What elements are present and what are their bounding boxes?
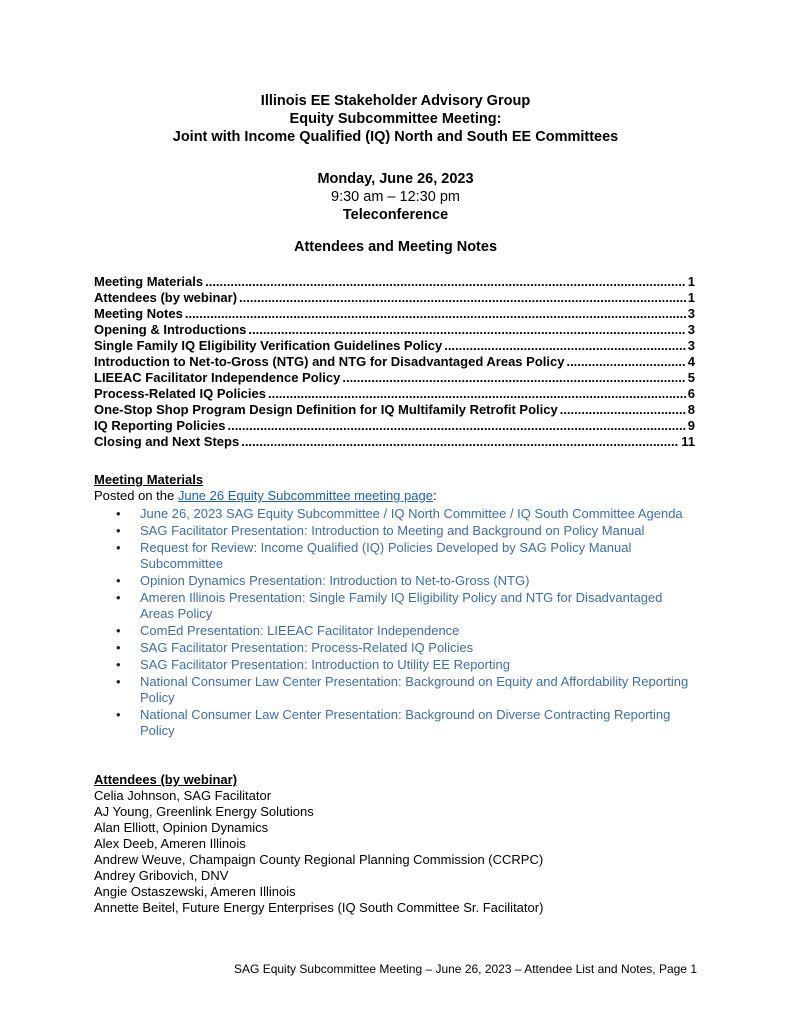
toc-dot-leader (444, 338, 686, 354)
bullet-icon: • (116, 523, 121, 538)
toc-entry-label: Closing and Next Steps (94, 434, 240, 449)
toc-entry-page: 4 (687, 354, 695, 369)
toc-dot-leader (205, 274, 686, 290)
document-header (0, 92, 791, 146)
toc-entry-page: 1 (687, 290, 695, 305)
posted-prefix: Posted on the (94, 488, 178, 503)
table-of-contents (94, 274, 695, 450)
toc-entry-label: Process-Related IQ Policies (94, 386, 266, 401)
attendee-row: Celia Johnson, SAG Facilitator (94, 788, 272, 803)
toc-entry-page: 5 (687, 370, 695, 385)
toc-dot-leader (342, 370, 685, 386)
material-link-item[interactable] (94, 506, 694, 522)
toc-entry-label: Single Family IQ Eligibility Verification Guidelines Policy (94, 338, 443, 353)
material-link-item[interactable] (94, 540, 694, 572)
material-link-item[interactable] (94, 590, 694, 622)
toc-entry-label: Introduction to Net-to-Gross (NTG) and NTG for Disadvantaged Areas Policy (94, 354, 565, 369)
material-link-text[interactable]: SAG Facilitator Presentation: Process-Related IQ Policies (140, 640, 474, 655)
toc-entry-label: One-Stop Shop Program Design Definition for IQ Multifamily Retrofit Policy (94, 402, 558, 417)
toc-dot-leader (239, 290, 686, 306)
material-link-text[interactable]: Request for Review: Income Qualified (IQ) Policies Developed by SAG Policy Manual Subcommittee (140, 540, 632, 571)
toc-entry[interactable] (94, 322, 695, 338)
attendee-row: AJ Young, Greenlink Energy Solutions (94, 804, 314, 819)
material-link-text[interactable]: Ameren Illinois Presentation: Single Family IQ Eligibility Policy and NTG for Disadvantaged Areas Policy (140, 590, 663, 621)
meeting-info (0, 170, 791, 224)
toc-entry[interactable] (94, 402, 695, 418)
material-link-text[interactable]: SAG Facilitator Presentation: Introduction to Utility EE Reporting (140, 657, 510, 672)
material-link-item[interactable] (94, 707, 694, 739)
material-link-item[interactable] (94, 623, 694, 639)
header-line-1: Illinois EE Stakeholder Advisory Group (260, 93, 531, 109)
toc-entry[interactable] (94, 386, 695, 402)
toc-entry[interactable] (94, 274, 695, 290)
toc-entry[interactable] (94, 290, 695, 306)
toc-entry-page: 3 (687, 338, 695, 353)
attendee-list (94, 788, 694, 916)
toc-entry-label: Meeting Materials (94, 274, 204, 289)
material-link-item[interactable] (94, 523, 694, 539)
toc-entry-page: 11 (681, 434, 695, 449)
material-link-item[interactable] (94, 657, 694, 673)
material-link-text[interactable]: Opinion Dynamics Presentation: Introduction to Net-to-Gross (NTG) (140, 573, 530, 588)
bullet-icon: • (116, 674, 121, 689)
toc-entry-label: Opening & Introductions (94, 322, 247, 337)
posted-suffix: : (432, 488, 437, 503)
toc-entry-page: 8 (687, 402, 695, 417)
toc-dot-leader (268, 386, 686, 402)
toc-entry-page: 3 (687, 322, 695, 337)
material-link-text[interactable]: ComEd Presentation: LIEEAC Facilitator Independence (140, 623, 460, 638)
attendees-title: Attendees (by webinar) (94, 772, 238, 787)
toc-entry[interactable] (94, 306, 695, 322)
bullet-icon: • (116, 707, 121, 722)
material-link-item[interactable] (94, 674, 694, 706)
attendee-row: Alex Deeb, Ameren Illinois (94, 836, 246, 851)
posted-on-line (94, 488, 694, 504)
material-link-text[interactable]: National Consumer Law Center Presentation: Background on Diverse Contracting Reporting Policy (140, 707, 671, 738)
toc-dot-leader (566, 354, 685, 370)
bullet-icon: • (116, 590, 121, 605)
meeting-page-link[interactable]: June 26 Equity Subcommittee meeting page (177, 488, 433, 503)
toc-entry[interactable] (94, 418, 695, 434)
toc-entry[interactable] (94, 434, 695, 450)
bullet-icon: • (116, 540, 121, 555)
toc-dot-leader (560, 402, 686, 418)
bullet-icon: • (116, 657, 121, 672)
meeting-location: Teleconference (342, 207, 449, 223)
toc-entry-page: 9 (687, 418, 695, 433)
toc-dot-leader (248, 322, 685, 338)
attendees-section (94, 772, 694, 916)
material-link-text[interactable]: National Consumer Law Center Presentation: Background on Equity and Affordability Reporting Policy (140, 674, 689, 705)
toc-entry-label: Attendees (by webinar) (94, 290, 238, 305)
attendee-row: Andrey Gribovich, DNV (94, 868, 229, 883)
meeting-materials-section (94, 472, 694, 740)
bullet-icon: • (116, 573, 121, 588)
attendee-row: Annette Beitel, Future Energy Enterprises (IQ South Committee Sr. Facilitator) (94, 900, 544, 915)
page-footer: SAG Equity Subcommittee Meeting – June 26, 2023 – Attendee List and Notes, Page 1 (234, 962, 697, 976)
material-link-text[interactable]: June 26, 2023 SAG Equity Subcommittee / IQ North Committee / IQ South Committee Agenda (140, 506, 683, 521)
attendees-notes-title: Attendees and Meeting Notes (293, 239, 498, 255)
material-link-item[interactable] (94, 573, 694, 589)
meeting-date: Monday, June 26, 2023 (317, 171, 474, 187)
bullet-icon: • (116, 640, 121, 655)
toc-entry-page: 3 (687, 306, 695, 321)
header-line-3: Joint with Income Qualified (IQ) North and South EE Committees (172, 129, 619, 145)
toc-dot-leader (227, 418, 685, 434)
toc-entry-label: IQ Reporting Policies (94, 418, 226, 433)
meeting-time: 9:30 am – 12:30 pm (331, 189, 460, 205)
toc-dot-leader (185, 306, 686, 322)
toc-entry[interactable] (94, 354, 695, 370)
materials-list (94, 506, 694, 739)
bullet-icon: • (116, 623, 121, 638)
attendee-row: Andrew Weuve, Champaign County Regional Planning Commission (CCRPC) (94, 852, 544, 867)
bullet-icon: • (116, 506, 121, 521)
toc-dot-leader (241, 434, 679, 450)
toc-entry-label: LIEEAC Facilitator Independence Policy (94, 370, 341, 385)
attendee-row: Angie Ostaszewski, Ameren Illinois (94, 884, 296, 899)
attendee-row: Alan Elliott, Opinion Dynamics (94, 820, 269, 835)
toc-entry-page: 6 (687, 386, 695, 401)
toc-entry-page: 1 (687, 274, 695, 289)
header-line-2: Equity Subcommittee Meeting: (289, 111, 502, 127)
material-link-item[interactable] (94, 640, 694, 656)
toc-entry-label: Meeting Notes (94, 306, 183, 321)
toc-entry[interactable] (94, 370, 695, 386)
material-link-text[interactable]: SAG Facilitator Presentation: Introduction to Meeting and Background on Policy Manual (140, 523, 645, 538)
toc-entry[interactable] (94, 338, 695, 354)
meeting-materials-title: Meeting Materials (94, 472, 204, 487)
